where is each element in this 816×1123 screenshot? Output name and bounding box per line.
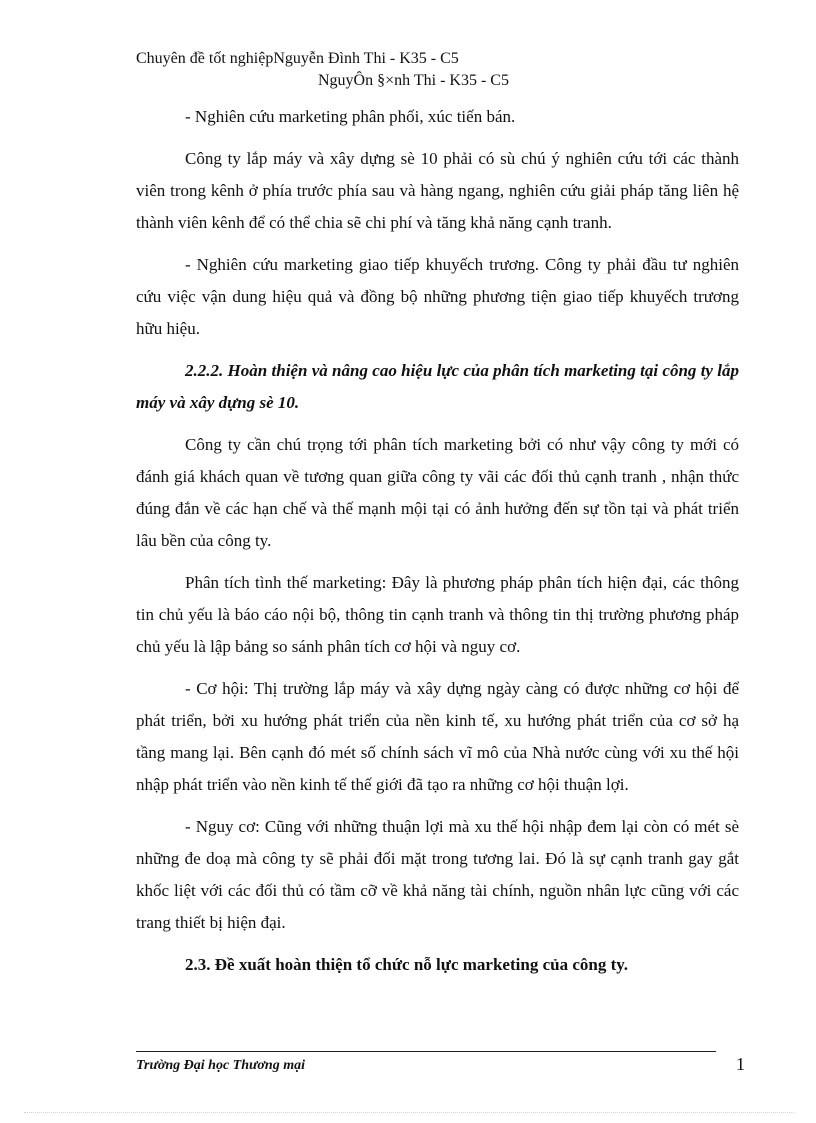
document-body [136, 101, 739, 991]
paragraph-marketing-analysis: Công ty cần chú trọng tới phân tích marketing bởi có như vậy công ty mới có đánh giá khách quan về tương quan giữa công ty vãi các đối thủ cạnh tranh , nhận thức đúng đắn về các hạn chế và thế mạnh mội tại có ảnh hưởng đến sự tồn tại và phát triển lâu bền của công ty. [136, 435, 739, 550]
footer-divider [136, 1051, 716, 1052]
running-header: Chuyên đề tốt nghiệpNguyễn Đình Thi - K35 - C5 [136, 50, 459, 67]
section-heading-2-2-2: 2.2.2. Hoàn thiện và nâng cao hiệu lực của phân tích marketing tại công ty lắp máy và xây dựng sè 10. [136, 361, 739, 412]
paragraph-channel-research: Công ty lắp máy và xây dựng sè 10 phải có sù chú ý nghiên cứu tới các thành viên trong kênh ở phía trước phía sau và hàng ngang, nghiên cứu giải pháp tăng liên hệ thành viên kênh để có thể chia sẽ chi phí và tăng khả năng cạnh tranh. [136, 149, 739, 232]
page-bottom-border [24, 1112, 794, 1113]
paragraph-communication-research: - Nghiên cứu marketing giao tiếp khuyếch trương. Công ty phải đầu tư nghiên cứu việc vận dung hiệu quả và đồng bộ những phương tiện giao tiếp khuyếch trương hữu hiệu. [136, 255, 739, 338]
running-header-garbled: NguyÔn §×nh Thi - K35 - C5 [318, 72, 509, 89]
paragraph-situation-analysis: Phân tích tình thế marketing: Đây là phương pháp phân tích hiện đại, các thông tin chủ yếu là báo cáo nội bộ, thông tin cạnh tranh và thông tin thị trường phương pháp chủ yếu là lập bảng so sánh phân tích cơ hội và nguy cơ. [136, 573, 739, 656]
section-heading-2-3: 2.3. Đề xuất hoàn thiện tổ chức nỗ lực marketing của công ty. [185, 955, 629, 974]
paragraph-threats: - Nguy cơ: Cũng với những thuận lợi mà xu thế hội nhập đem lại còn có mét sè những đe doạ mà công ty sẽ phải đối mặt trong tương lai. Đó là sự cạnh tranh gay gắt khốc liệt với các đối thủ có tầm cỡ về khả năng tài chính, nguồn nhân lực cũng với các trang thiết bị hiện đại. [136, 817, 739, 932]
paragraph-marketing-distribution: - Nghiên cứu marketing phân phối, xúc tiến bán. [185, 107, 516, 126]
page-number: 1 [736, 1054, 745, 1074]
paragraph-opportunities: - Cơ hội: Thị trường lắp máy và xây dựng ngày càng có được những cơ hội để phát triển, bởi xu hướng phát triển của nền kinh tế, xu hướng phát triển của cơ sở hạ tầng mang lại. Bên cạnh đó mét số chính sách vĩ mô của Nhà nước cùng với xu thế hội nhập phát triển vào nền kinh tế thế giới đã tạo ra những cơ hội thuận lợi. [136, 679, 739, 794]
footer-school-name: Trường Đại học Thương mại [136, 1058, 305, 1073]
